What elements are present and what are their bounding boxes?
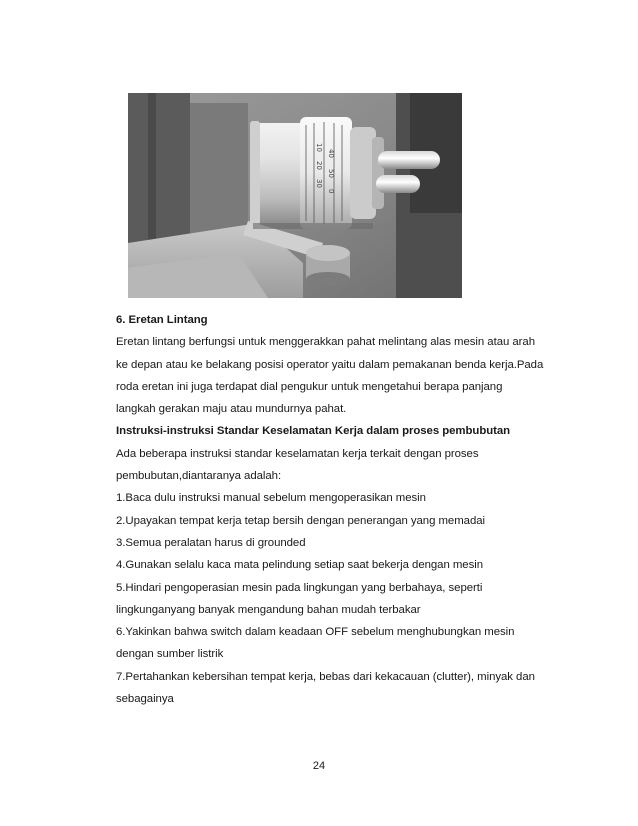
- list-item-continuation: sebagainya: [116, 693, 174, 706]
- paragraph-line: Eretan lintang berfungsi untuk menggerakkan pahat melintang alas mesin atau arah: [116, 336, 535, 349]
- list-item: 4.Gunakan selalu kaca mata pelindung setiap saat bekerja dengan mesin: [116, 559, 483, 572]
- paragraph-line: langkah gerakan maju atau mundurnya pahat.: [116, 403, 347, 416]
- list-item: 3.Semua peralatan harus di grounded: [116, 536, 306, 549]
- paragraph-line: roda eretan ini juga terdapat dial pengukur untuk mengetahui berapa panjang: [116, 380, 503, 393]
- dial-mark: 0: [327, 189, 335, 194]
- list-item-continuation: lingkunganyang banyak mengandung bahan mudah terbakar: [116, 603, 421, 616]
- list-item: 6.Yakinkan bahwa switch dalam keadaan OFF sebelum menghubungkan mesin: [116, 626, 515, 639]
- page-number: 24: [312, 760, 326, 772]
- lathe-cross-slide-photo: [128, 93, 462, 298]
- list-item: 7.Pertahankan kebersihan tempat kerja, bebas dari kekacauan (clutter), minyak dan: [116, 670, 535, 683]
- intro-line: pembubutan,diantaranya adalah:: [116, 470, 282, 483]
- list-item: 5.Hindari pengoperasian mesin pada lingkungan yang berbahaya, seperti: [116, 581, 483, 594]
- page-text: [116, 309, 546, 710]
- list-item: 2.Upayakan tempat kerja tetap bersih dengan penerangan yang memadai: [116, 514, 485, 527]
- paragraph-line: ke depan atau ke belakang posisi operator yaitu dalam pemakanan benda kerja.Pada: [116, 358, 544, 371]
- dial-mark: 30: [315, 179, 323, 188]
- safety-heading: Instruksi-instruksi Standar Keselamatan Kerja dalam proses pembubutan: [116, 425, 511, 438]
- dial-mark: 40: [327, 149, 335, 158]
- section-heading: 6. Eretan Lintang: [116, 314, 208, 326]
- list-item-continuation: dengan sumber listrik: [116, 648, 224, 661]
- dial-mark: 10: [315, 143, 323, 152]
- dial-mark: 20: [315, 161, 323, 170]
- list-item: 1.Baca dulu instruksi manual sebelum mengoperasikan mesin: [116, 492, 426, 505]
- intro-line: Ada beberapa instruksi standar keselamatan kerja terkait dengan proses: [116, 447, 479, 460]
- dial-mark: 50: [327, 169, 335, 178]
